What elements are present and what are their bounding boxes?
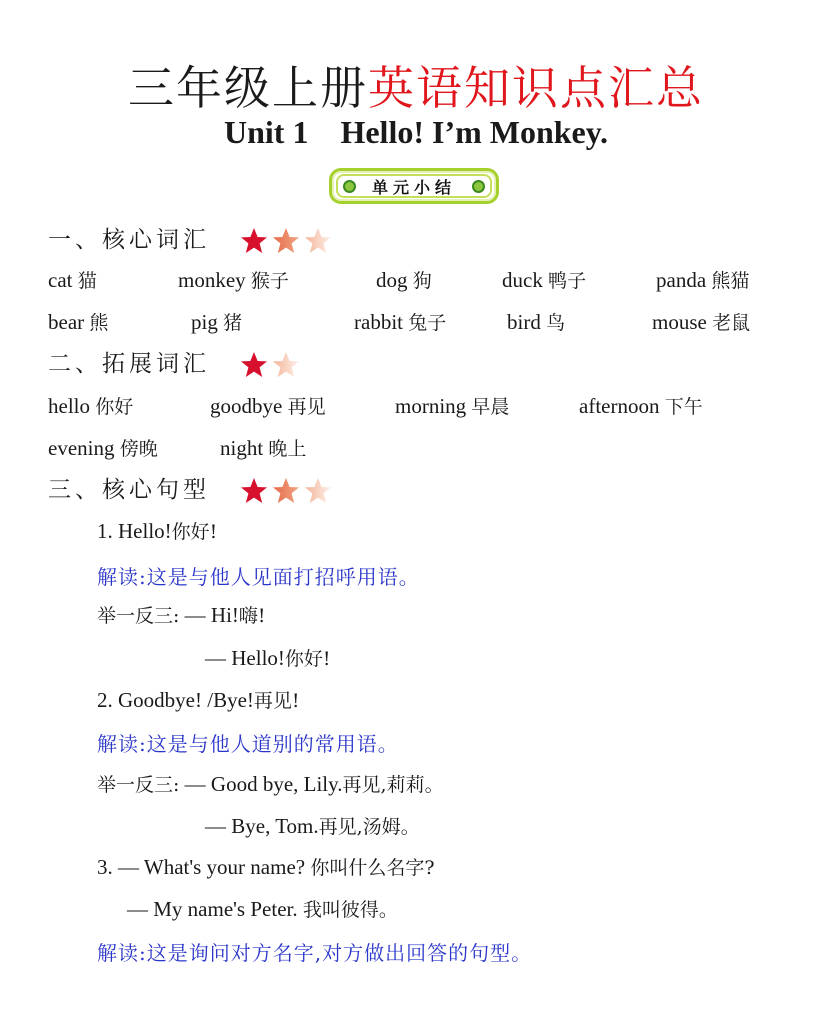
practice-1b: — Hello!你好! [205, 646, 331, 670]
section-heading-core-vocabulary [48, 221, 333, 256]
section-heading-text: 二、拓展词汇 [48, 351, 210, 377]
title-subject: 英语知识点汇总 [368, 63, 704, 114]
vocab-item: night 晚上 [220, 436, 307, 460]
reply-3: — My name's Peter. 我叫彼得。 [127, 897, 398, 921]
rating-stars [239, 350, 301, 380]
vocab-item: evening 傍晚 [48, 436, 158, 460]
star-icon [271, 226, 301, 256]
practice-2a: 举一反三: — Good bye, Lily.再见,莉莉。 [97, 772, 444, 796]
section-heading-extended-vocabulary [48, 345, 301, 380]
vocab-item: dog 狗 [376, 268, 432, 292]
explanation-2: 解读:这是与他人道别的常用语。 [97, 732, 399, 756]
green-dot-icon [343, 180, 356, 193]
vocab-item: afternoon 下午 [579, 394, 703, 418]
explanation-1: 解读:这是与他人见面打招呼用语。 [97, 565, 420, 589]
page-title [0, 52, 832, 118]
sentence-1: 1. Hello!你好! [97, 519, 218, 543]
sentence-3: 3. — What's your name? 你叫什么名字? [97, 855, 435, 879]
unit-title: Unit 1 Hello! I’m Monkey. [224, 114, 608, 150]
vocab-item: mouse 老鼠 [652, 310, 751, 334]
explanation-3: 解读:这是询问对方名字,对方做出回答的句型。 [97, 941, 533, 965]
star-icon [303, 476, 333, 506]
vocab-item: panda 熊猫 [656, 268, 750, 292]
vocab-item: goodbye 再见 [210, 394, 326, 418]
vocab-item: hello 你好 [48, 394, 134, 418]
vocab-item: pig 猪 [191, 310, 243, 334]
rating-stars [239, 226, 333, 256]
vocab-item: bird 鸟 [507, 310, 566, 334]
green-dot-icon [472, 180, 485, 193]
section-heading-text: 三、核心句型 [48, 477, 210, 503]
star-icon [271, 476, 301, 506]
star-icon [303, 226, 333, 256]
title-grade: 三年级上册 [128, 63, 368, 114]
star-icon [239, 476, 269, 506]
practice-2b: — Bye, Tom.再见,汤姆。 [205, 814, 420, 838]
section-heading-text: 一、核心词汇 [48, 227, 210, 253]
vocab-item: morning 早晨 [395, 394, 510, 418]
star-icon [239, 350, 269, 380]
vocab-item: bear 熊 [48, 310, 109, 334]
sentence-2: 2. Goodbye! /Bye!再见! [97, 688, 300, 712]
vocab-item: cat 猫 [48, 268, 97, 292]
star-icon [239, 226, 269, 256]
rating-stars [239, 476, 333, 506]
badge-label: 单元小结 [371, 177, 456, 197]
vocab-item: duck 鸭子 [502, 268, 587, 292]
section-heading-core-sentences [48, 471, 333, 506]
vocab-item: monkey 猴子 [178, 268, 289, 292]
star-icon [271, 350, 301, 380]
unit-summary-badge [329, 168, 499, 204]
vocab-item: rabbit 兔子 [354, 310, 447, 334]
practice-1a: 举一反三: — Hi!嗨! [97, 603, 266, 627]
